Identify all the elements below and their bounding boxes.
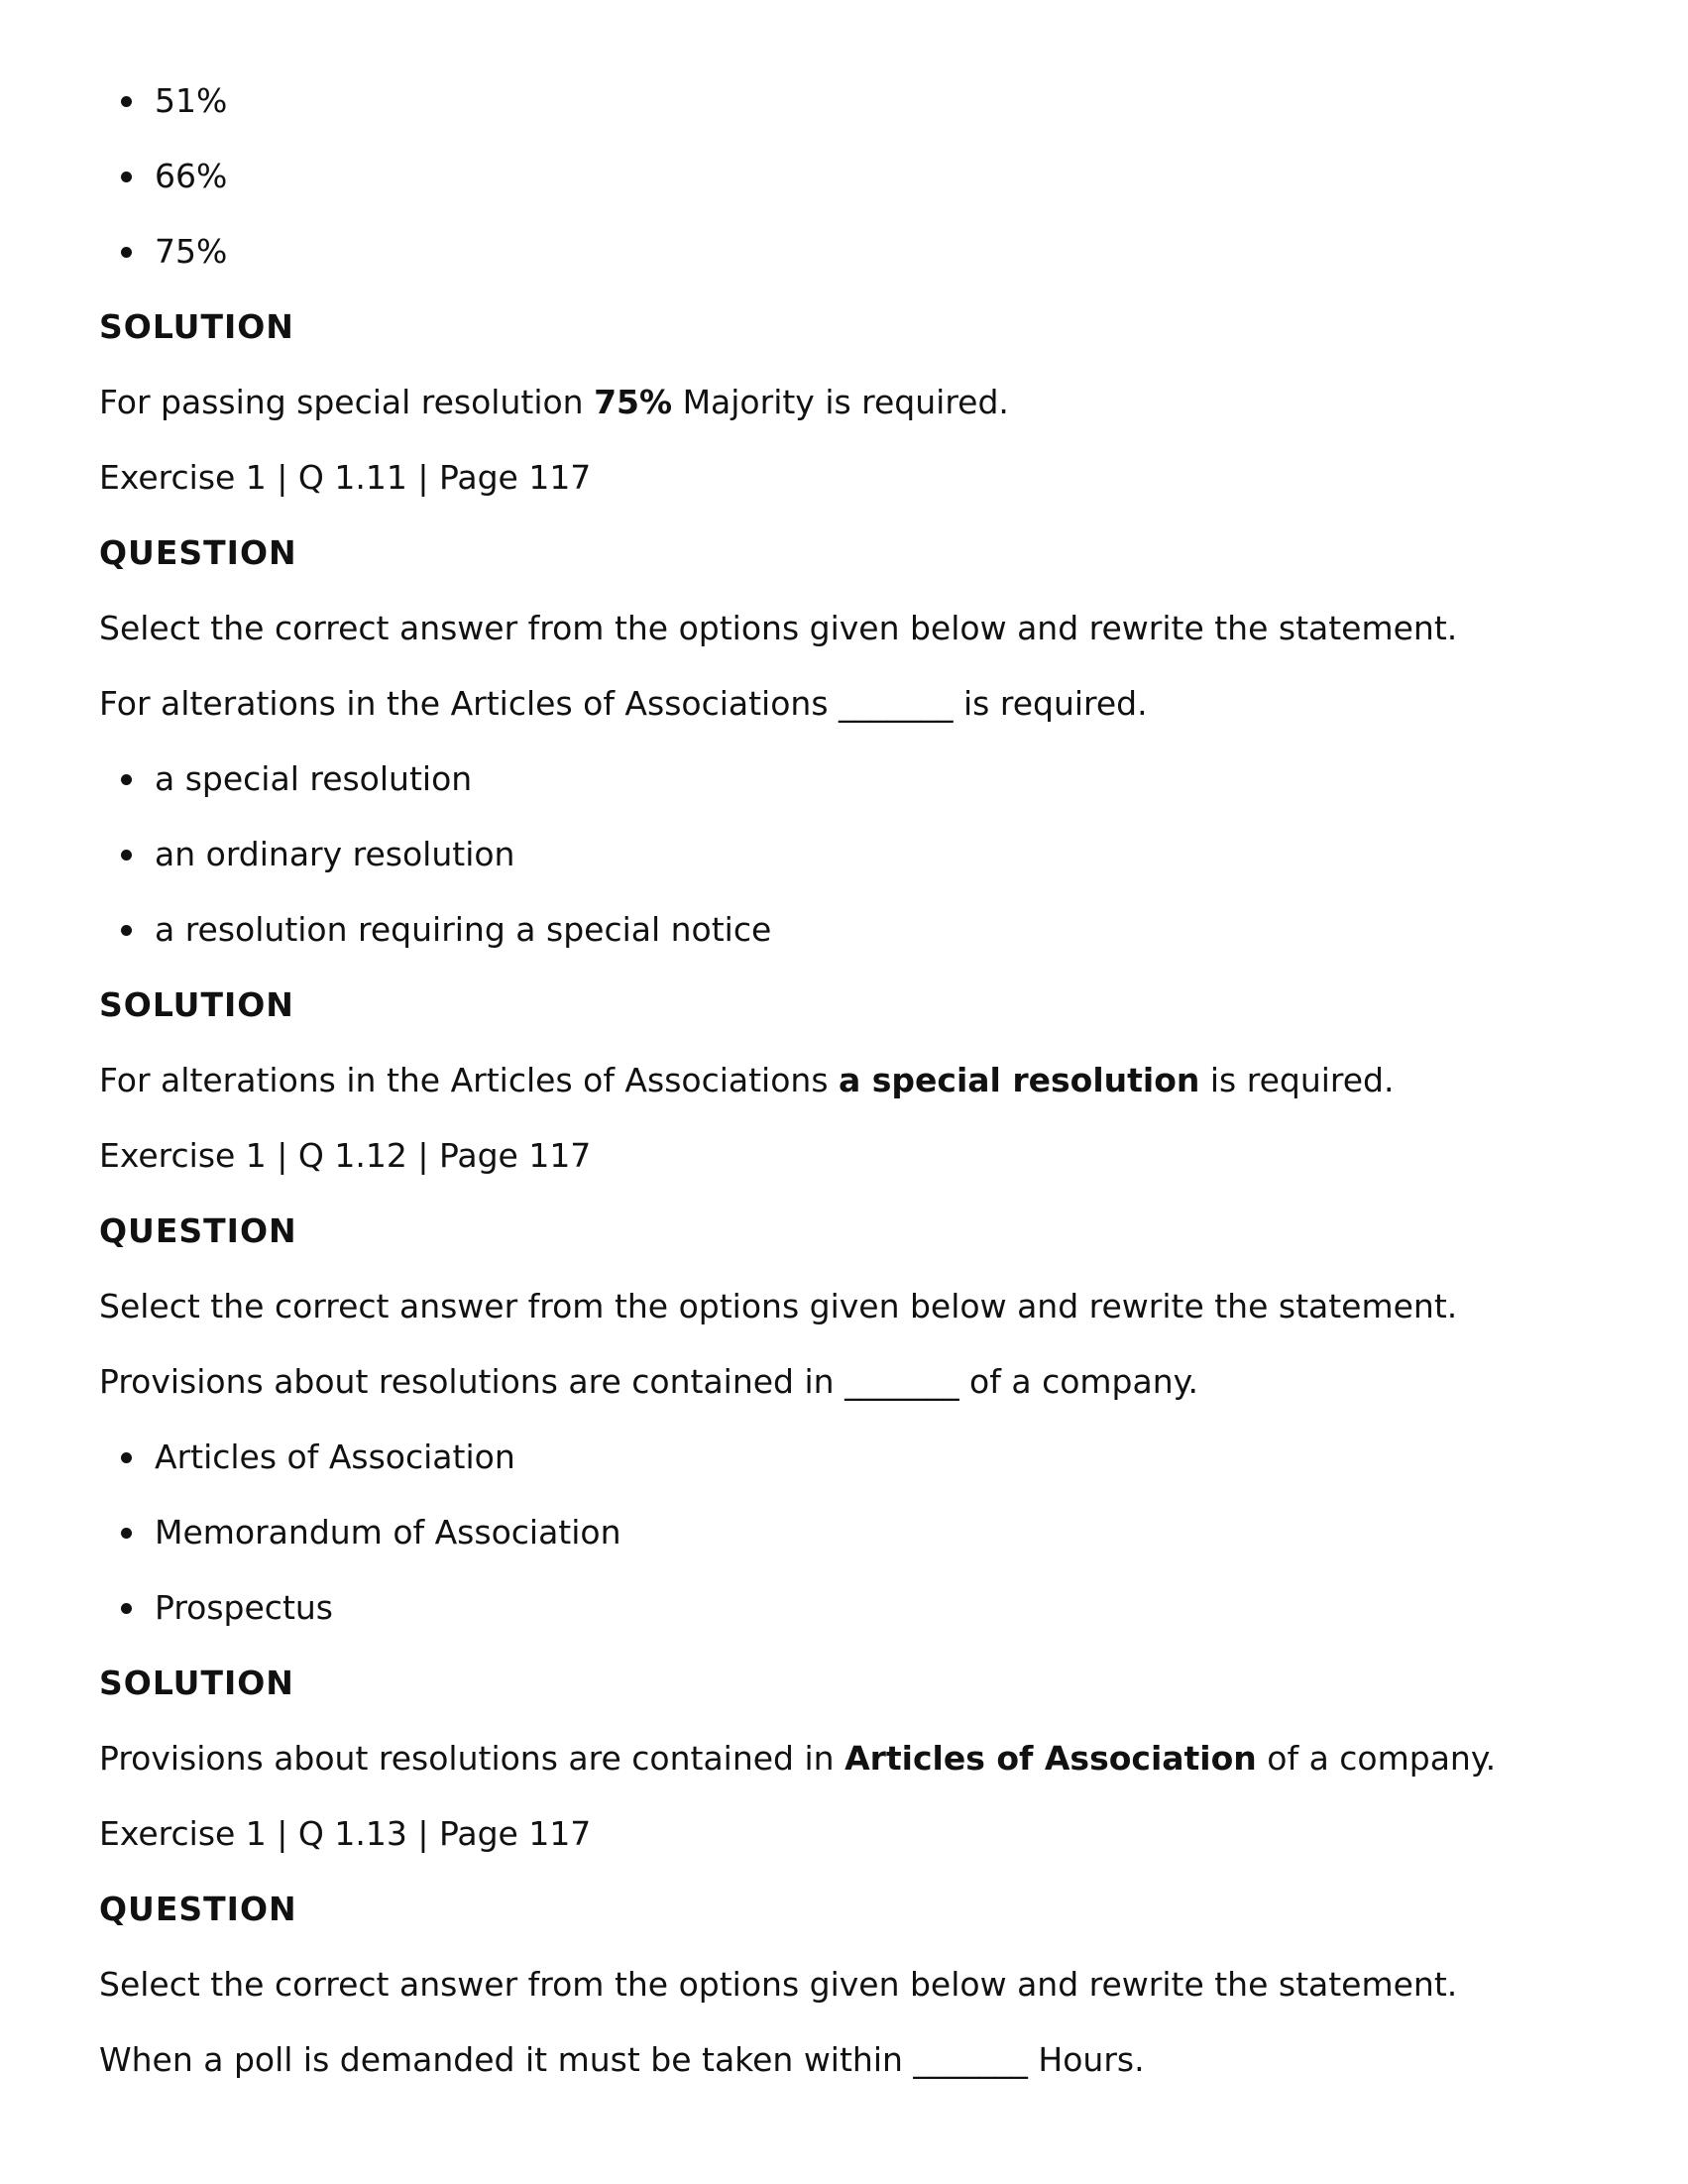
- option-item: a special resolution: [155, 757, 472, 801]
- solution-heading: SOLUTION: [99, 307, 294, 346]
- question-heading: QUESTION: [99, 1211, 297, 1250]
- solution-answer: a special resolution: [839, 1061, 1200, 1099]
- solution-heading: SOLUTION: [99, 1664, 294, 1702]
- option-item: a resolution requiring a special notice: [155, 908, 771, 952]
- solution-text: For passing special resolution 75% Majority is required.: [99, 383, 1009, 421]
- bullet-icon: [121, 96, 132, 107]
- solution-text: Provisions about resolutions are contained in Articles of Association of a company.: [99, 1739, 1497, 1778]
- solution-answer: 75%: [594, 383, 673, 421]
- bullet-icon: [121, 1452, 132, 1463]
- question-statement: When a poll is demanded it must be taken within _______ Hours.: [99, 2040, 1145, 2079]
- solution-heading: SOLUTION: [99, 985, 294, 1024]
- bullet-icon: [121, 925, 132, 936]
- question-statement: Provisions about resolutions are contained in _______ of a company.: [99, 1362, 1198, 1401]
- question-heading: QUESTION: [99, 533, 297, 572]
- question-instruction: Select the correct answer from the options given below and rewrite the statement.: [99, 609, 1458, 647]
- question-instruction: Select the correct answer from the options given below and rewrite the statement.: [99, 1965, 1458, 2004]
- exercise-reference: Exercise 1 | Q 1.11 | Page 117: [99, 458, 592, 497]
- bullet-icon: [121, 172, 132, 182]
- question-heading: QUESTION: [99, 1890, 297, 1928]
- solution-text: For alterations in the Articles of Associations a special resolution is required.: [99, 1061, 1395, 1099]
- option-item: Memorandum of Association: [155, 1511, 621, 1554]
- option-item: 51%: [155, 79, 227, 123]
- bullet-icon: [121, 1528, 132, 1539]
- bullet-icon: [121, 247, 132, 258]
- option-item: 75%: [155, 230, 227, 274]
- exercise-reference: Exercise 1 | Q 1.13 | Page 117: [99, 1814, 592, 1853]
- question-instruction: Select the correct answer from the options given below and rewrite the statement.: [99, 1287, 1458, 1325]
- bullet-icon: [121, 774, 132, 785]
- option-item: an ordinary resolution: [155, 833, 514, 876]
- question-statement: For alterations in the Articles of Associations _______ is required.: [99, 684, 1148, 723]
- option-item: 66%: [155, 155, 227, 198]
- option-item: Articles of Association: [155, 1436, 515, 1479]
- bullet-icon: [121, 1603, 132, 1614]
- solution-answer: Articles of Association: [844, 1739, 1257, 1778]
- bullet-icon: [121, 850, 132, 861]
- exercise-reference: Exercise 1 | Q 1.12 | Page 117: [99, 1136, 592, 1175]
- option-item: Prospectus: [155, 1586, 333, 1630]
